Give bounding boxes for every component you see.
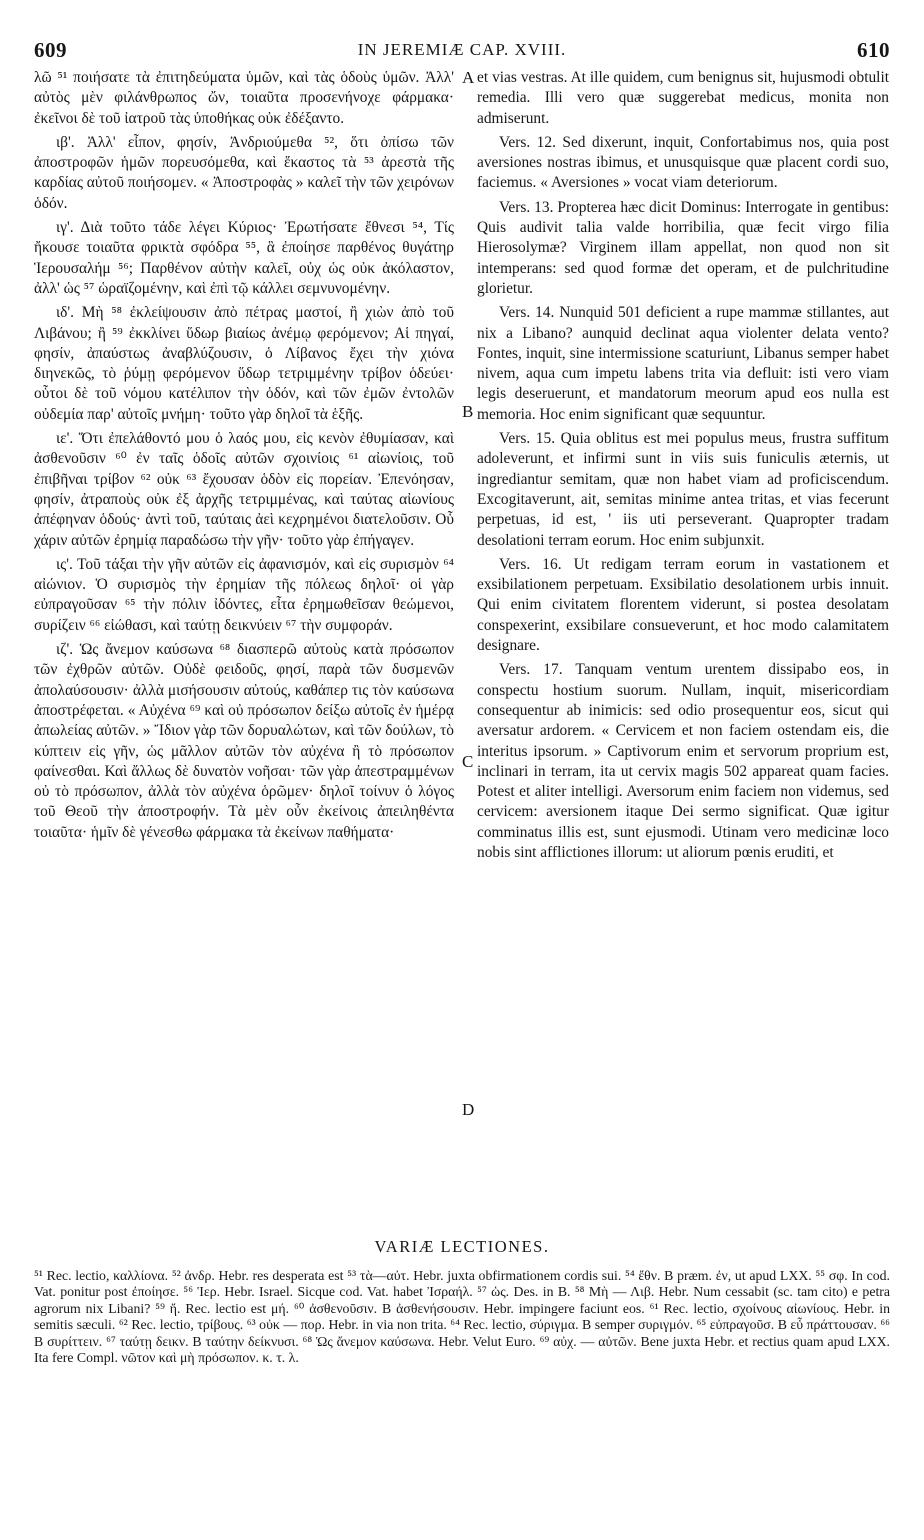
greek-column [34,68,454,847]
greek-paragraph: ις'. Τοῦ τάξαι τὴν γῆν αὐτῶν εἰς ἀφανισμόν, καὶ εἰς συρισμὸν ⁶⁴ αἰώνιον. Ὁ συρισμὸς τὴν ἐρημίαν τῆς πόλεως δηλοῖ· οἱ γὰρ εὐπραγοῦσαν ⁶⁵ τὴν πόλιν ἰδόντες, εἶτα ἐρημωθεῖσαν θεώμενοι, συρίζειν ⁶⁶ εἰώθασι, καὶ ταύτῃ δεικνύειν ⁶⁷ τὴν συμφοράν. [34,555,454,634]
greek-paragraph: ιδ'. Μὴ ⁵⁸ ἐκλείψουσιν ἀπὸ πέτρας μαστοί, ἢ χιὼν ἀπὸ τοῦ Λιβάνου; ἢ ⁵⁹ ἐκκλίνει ὕδωρ βιαίως ἀνέμῳ φερόμενον; Αἱ πηγαί, φησίν, ἀπαύστως ἀναβλύζουσιν, ὁ Λίβανος ἔχει τὴν χιόνα διηνεκῶς, τὸ ῥύμῃ φερόμενον ὕδωρ τετριμμένην τρίβον ὁδεύει· οὗτοι δὲ τοῦ νόμου κατέλιπον τὴν ὁδόν, καὶ τῶν ἐμῶν ἐντολῶν οὐδεμία παρ' αὐτοῖς μνήμη· τοῦτο γὰρ δηλοῖ τὰ ἑξῆς. [34,304,454,423]
greek-paragraph: λῶ ⁵¹ ποιήσατε τὰ ἐπιτηδεύματα ὑμῶν, καὶ τὰς ὁδοὺς ὑμῶν. Ἀλλ' αὐτὸς μὲν φιλάνθρωπος ὤν, τοιαῦτα προσενήνοχε φάρμακα· ἐκεῖνοι δὲ τοῦ ἰατροῦ τὰς ὑποθήκας οὐκ ἐδέξαντο. [34,69,454,127]
latin-column [477,68,889,867]
latin-paragraph: Vers. 15. Quia oblitus est mei populus meus, frustra suffitum adoleverunt, et infirmi sunt in viis suis funiculis æternis, ut ingrediantur semitam, quæ non habet viam ad proficiscendum. Excogitaverunt, ait, semitas minime antea tritas, et vias fecerunt perpetuas, id est, ' iis uti perseverant. Quapropter tradam desolationi terram eorum. Hoc enim subjunxit. [477,430,889,549]
margin-letter-b: B [462,402,474,421]
latin-paragraph: Vers. 12. Sed dixerunt, inquit, Confortabimus nos, quia post aversiones nostras ibimus, et unusquisque quæ placent cordi suo, faciemus. « Aversiones » vocat viam deteriorum. [477,133,889,192]
page-number-left: 609 [34,38,67,62]
latin-paragraph: Vers. 13. Propterea hæc dicit Dominus: Interrogate in gentibus: Quis audivit talia valde horribilia, quæ fecit virgo filia Hierosolymæ? Virginem illam appellat, non quod non sit intemperans: sed quod formæ det operam, et de pulchritudine glorietur. [477,198,889,297]
latin-paragraph: Vers. 14. Nunquid 501 deficient a rupe mammæ stillantes, aut nix a Libano? aunquid declinat aqua violenter delata vento? Fontes, inquit, sine intermissione scaturiunt, Libanus semper habet nivem, aqua cum impetu labens trita via defluit: isti vero viam legis deseruerunt, et mandatorum meorum apud eos nulla est memoria. Hoc enim significant quæ sequuntur. [477,304,889,423]
variae-lectiones-heading: VARIÆ LECTIONES. [374,1237,550,1256]
margin-letter-c: C [462,752,474,771]
margin-letter-a: A [462,68,475,87]
variae-lectiones-notes [34,1268,890,1366]
greek-paragraph: ιε'. Ὅτι ἐπελάθοντό μου ὁ λαός μου, εἰς κενὸν ἐθυμίασαν, καὶ ἀσθενοῦσιν ⁶⁰ ἐν ταῖς ὁδοῖς αὐτῶν σχοινίοις ⁶¹ αἰωνίοις, τοῦ ἐπιβῆναι τρίβον ⁶² οὐκ ⁶³ ἔχουσαν ὁδὸν εἰς πορείαν. Ἐπενόησαν, φησίν, ἀτραποὺς οὐκ ἐξ ἀρχῆς τετριμμένας, καὶ ταύτας αἰωνίους ἀπέφηναν ὁδούς· ἀντὶ τοῦ, ταύταις ἀεὶ κεχρημένοι διατελοῦσιν. Οὗ χάριν αὐτῶν ἐρημίᾳ παραδώσω τὴν γῆν· τοῦτο γὰρ ἐπήγαγεν. [34,430,454,549]
greek-paragraph: ιγ'. Διὰ τοῦτο τάδε λέγει Κύριος· Ἐρωτήσατε ἔθνεσι ⁵⁴, Τίς ἤκουσε τοιαῦτα φρικτὰ σφόδρα ⁵⁵, ἃ ἐποίησε παρθένος θυγάτηρ Ἱερουσαλήμ ⁵⁶; Παρθένον αὐτὴν καλεῖ, οὐχ ὡς οὐκ ἀκόλαστον, ἀλλ' ὡς ⁵⁷ ὡραϊζομένην, καὶ ἐπὶ τῷ κάλλει σεμνυνομένην. [34,219,454,297]
footnote-text: ⁵¹ Rec. lectio, καλλίονα. ⁵² ἀνδρ. Hebr. res desperata est ⁵³ τὰ—αὐτ. Hebr. juxta obfirmationem cordis sui. ⁵⁴ ἔθν. B præm. ἐν, ut apud LXX. ⁵⁵ σφ. In cod. Vat. ponitur post ἐποίησε. ⁵⁶ Ἱερ. Hebr. Israel. Sicque cod. Vat. habet Ἰσραήλ. ⁵⁷ ὡς. Des. in B. ⁵⁸ Μὴ — Λιβ. Hebr. Num cessabit (sc. tam cito) e petra agrorum nix Libani? ⁵⁹ ἤ. Rec. lectio est μή. ⁶⁰ ἀσθενοῦσιν. B ἀσθενήσουσιν. Hebr. impingere faciunt eos. ⁶¹ Rec. lectio, σχοίνους αἰωνίους. Hebr. in semitis sæculi. ⁶² Rec. lectio, τρίβους. ⁶³ οὐκ — πορ. Hebr. in via non trita. ⁶⁴ Rec. lectio, σύριγμα. B semper συριγμόν. ⁶⁵ εὐπραγοῦσ. B εὖ πράττουσαν. ⁶⁶ B συρίττειν. ⁶⁷ ταύτῃ δεικν. B ταύτην δείκνυσι. ⁶⁸ Ὡς ἄνεμον καύσωνα. Hebr. Velut Euro. ⁶⁹ αὐχ. — αὐτῶν. Bene juxta Hebr. et rectius quam apud LXX. Ita fere Compl. νῶτον καὶ μὴ πρόσωπον. κ. τ. λ. [34,1268,890,1366]
greek-paragraph: ιζ'. Ὡς ἄνεμον καύσωνα ⁶⁸ διασπερῶ αὐτοὺς κατὰ πρόσωπον τῶν ἐχθρῶν αὐτῶν. Οὐδὲ φειδοῦς, φησί, παρὰ τῶν δυσμενῶν ἀπολαύσουσιν· ἀλλὰ μισήσουσιν αὐτούς, καθάπερ τις τὸν καύσωνα ἀποστρέφεται. « Αὐχένα ⁶⁹ καὶ οὐ πρόσωπον δείξω αὐτοῖς ἐν ἡμέρᾳ ἀπωλείας αὐτῶν. » Ἴδιον γὰρ τῶν δορυαλώτων, καὶ τῶν δούλων, τὸ κύπτειν εἰς γῆν, ὡς μᾶλλον αὐτῶν τὸν αὐχένα ἢ τὸ πρόσωπον φαίνεσθαι. Καὶ ἄλλως δὲ δυνατὸν νοῆσαι· τῶν γὰρ ἀπεστραμμένων οὐ τὸ πρόσωπον, ἀλλὰ τὸν αὐχένα ὁρῶμεν· δηλοῖ τοίνυν ὁ λόγος τοῦ Θεοῦ τὴν ἀποστροφήν. Τὰ μὲν οὖν ἐκείνοις ἀπειληθέντα τοιαῦτα· ἡμῖν δὲ γένεσθω φάρμακα τὰ ἐκείνων παθήματα· [34,641,454,841]
latin-paragraph: Vers. 17. Tanquam ventum urentem dissipabo eos, in conspectu hostium suorum. Nullam, inquit, misericordiam consequentur ab inimicis: sed odio prosequentur eos, sicut qui aversatur ardorem. « Cervicem et non faciem ostendam eis, die interitus ipsorum. » Captivorum enim et servorum proprium est, inclinari in terram, ita ut cervix magis 502 appareat quam facies. Potest et aliter intelligi. Aversorum enim faciem non videmus, sed cervicem: aversionem itaque Dei sermo significat. Quæ igitur comminatus illis est, sunt ejusmodi. Utinam vero medicinæ loco nobis sint afflictiones illorum: ut aliorum pœnis eruditi, et [477,661,889,861]
page-number-right: 610 [857,38,890,62]
margin-letter-d: D [462,1100,475,1119]
greek-paragraph: ιβ'. Ἀλλ' εἶπον, φησίν, Ἀνδριούμεθα ⁵², ὅτι ὀπίσω τῶν ἀποστροφῶν ἡμῶν πορευσόμεθα, καὶ ἕκαστος τὰ ⁵³ ἀρεστὰ τῆς καρδίας αὐτοῦ ποιήσομεν. « Ἀποστροφὰς » καλεῖ τὴν τῶν χειρόνων ὁδόν. [34,133,454,212]
latin-paragraph: et vias vestras. At ille quidem, cum benignus sit, hujusmodi obtulit remedia. Illi vero quæ suggerebat medicus, monita non admiserunt. [477,69,889,127]
latin-paragraph: Vers. 16. Ut redigam terram eorum in vastationem et exsibilationem perpetuam. Exsibilatio desolationem urbis innuit. Qui enim civitatem florentem viderunt, si postea desolatam conspexerint, exsibilare consueverunt, et hoc modo calamitatem designare. [477,555,889,655]
page-header [34,38,890,64]
running-title: IN JEREMIÆ CAP. XVIII. [357,40,567,59]
